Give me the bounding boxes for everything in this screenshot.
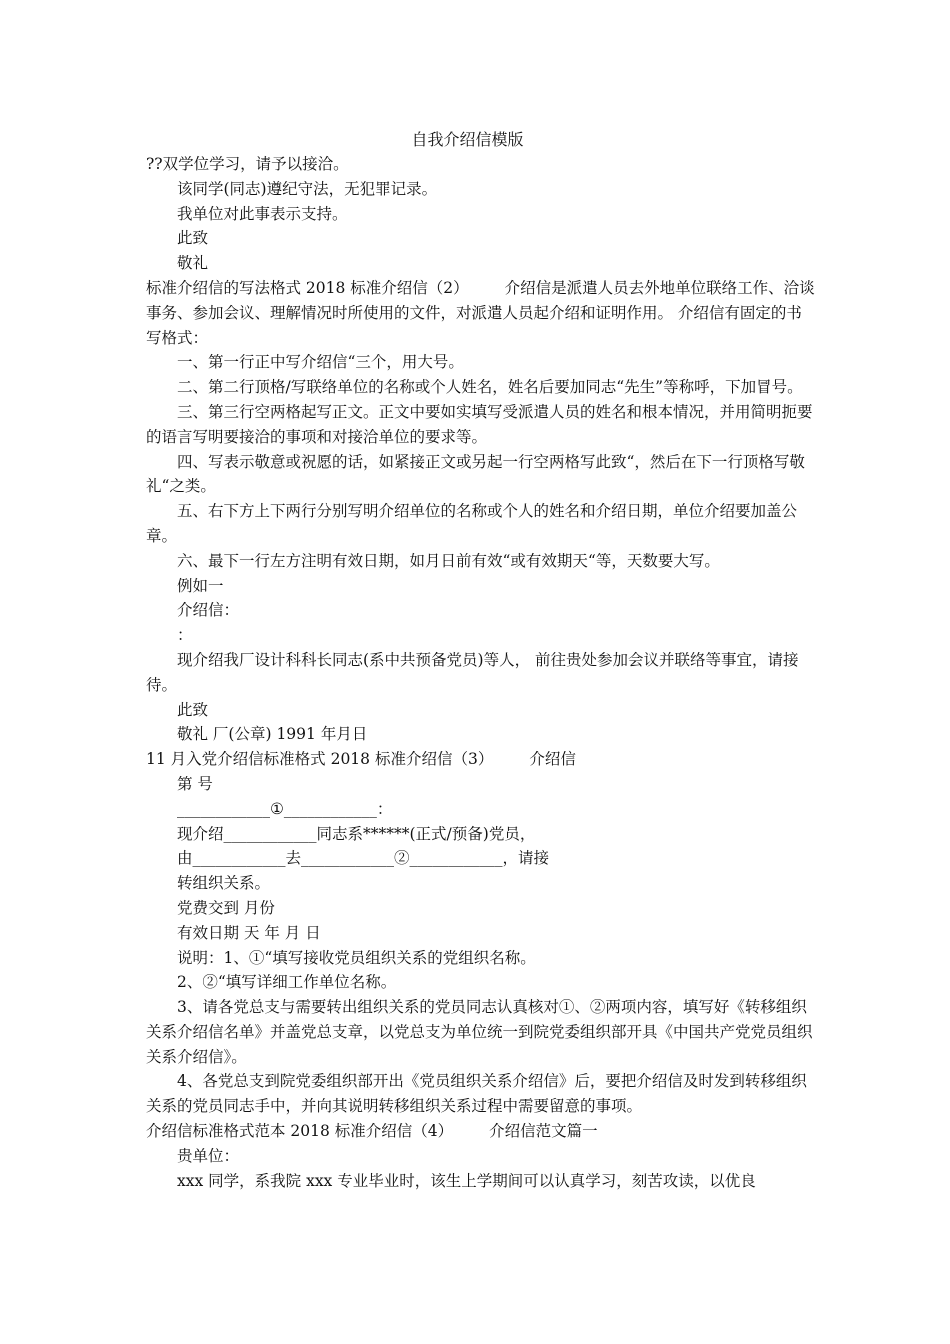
paragraph-text: 我单位对此事表示支持。 xyxy=(177,204,348,223)
paragraph xyxy=(146,822,816,847)
document-title: 自我介绍信模版 xyxy=(411,130,524,149)
paragraph xyxy=(146,921,816,946)
document-body xyxy=(146,152,816,1193)
paragraph-text: 敬礼 xyxy=(177,254,209,273)
paragraph xyxy=(146,251,816,276)
paragraph-text: 五、右下方上下两行分别写明介绍单位的名称或个人的姓名和介绍日期，单位介绍要加盖公章。 xyxy=(146,502,798,545)
paragraph-text: ??双学位学习，请予以接洽。 xyxy=(146,155,349,173)
paragraph-text: 六、最下一行左方注明有效日期，如月日前有效“或有效期天“等，天数要大写。 xyxy=(177,551,720,570)
paragraph xyxy=(146,1069,816,1119)
paragraph-text: 四、写表示敬意或祝愿的话，如紧接正文或另起一行空两格写此致“，然后在下一行顶格写敬礼“之类。 xyxy=(146,452,805,496)
paragraph-text: 一、第一行正中写介绍信“三个，用大号。 xyxy=(177,353,464,372)
paragraph-text: 有效日期 天 年 月 日 xyxy=(177,923,321,942)
paragraph xyxy=(146,177,816,202)
paragraph xyxy=(146,772,816,797)
paragraph-text: 此致 xyxy=(177,700,209,719)
paragraph xyxy=(146,202,816,227)
paragraph-text: 二、第二行顶格/写联络单位的名称或个人姓名，姓名后要加同志“先生”等称呼，下加冒号。 xyxy=(177,378,803,397)
paragraph xyxy=(146,797,816,822)
paragraph-text: 介绍信标准格式范本 2018 标准介绍信（4） xyxy=(146,1122,454,1141)
paragraph-text: 11 月入党介绍信标准格式 2018 标准介绍信（3） xyxy=(146,750,494,769)
paragraph xyxy=(146,450,816,500)
paragraph-text: 三、第三行空两格起写正文。正文中要如实填写受派遣人员的姓名和根本情况，并用简明扼要的语言写明要接洽的事项和对接洽单位的要求等。 xyxy=(146,402,813,446)
paragraph-text: 说明：1、①“填写接收党员组织关系的党组织名称。 xyxy=(177,948,536,967)
paragraph-text: 该同学(同志)遵纪守法，无犯罪记录。 xyxy=(177,179,438,198)
paragraph xyxy=(146,1169,816,1194)
paragraph xyxy=(146,1144,816,1169)
paragraph xyxy=(146,896,816,921)
paragraph-text: ： xyxy=(177,626,193,645)
paragraph-text: 介绍信： xyxy=(177,601,240,620)
paragraph-tail: 介绍信是派遣人员去外地单位联络工作、洽谈事务、参加会议、理解情况时所使用的文件，对派遣人员起介绍和证明作用。 介绍信有固定的书写格式： xyxy=(146,278,815,347)
paragraph-text: 标准介绍信的写法格式 2018 标准介绍信（2） xyxy=(146,278,469,297)
paragraph-text: 4、各党总支到院党委组织部开出《党员组织关系介绍信》后，要把介绍信及时发到转移组织关系的党员同志手中，并向其说明转移组织关系过程中需要留意的事项。 xyxy=(146,1072,807,1116)
paragraph xyxy=(146,276,816,350)
paragraph xyxy=(146,499,816,549)
paragraph-text: 转组织关系。 xyxy=(177,874,271,893)
paragraph xyxy=(146,946,816,971)
paragraph xyxy=(146,698,816,723)
paragraph xyxy=(146,623,816,648)
paragraph xyxy=(146,747,816,772)
paragraph xyxy=(146,400,816,450)
paragraph-text: 敬礼 厂(公章) 1991 年月日 xyxy=(177,725,368,744)
paragraph-text: 贵单位： xyxy=(177,1146,240,1165)
paragraph xyxy=(146,1119,816,1144)
paragraph xyxy=(146,152,816,177)
paragraph-text: 党费交到 月份 xyxy=(177,898,275,917)
paragraph-text: 现介绍____________同志系******(正式/预备)党员， xyxy=(177,824,536,843)
paragraph-text: 由____________去____________②____________，请接 xyxy=(177,849,550,868)
paragraph xyxy=(146,350,816,375)
paragraph-tail: 介绍信 xyxy=(529,750,576,769)
paragraph-text: 2、②“填写详细工作单位名称。 xyxy=(177,973,397,992)
paragraph-text: 此致 xyxy=(177,229,209,248)
paragraph xyxy=(146,995,816,1069)
paragraph xyxy=(146,846,816,871)
paragraph xyxy=(146,722,816,747)
paragraph xyxy=(146,871,816,896)
paragraph xyxy=(146,648,816,698)
paragraph xyxy=(146,574,816,599)
paragraph-text: ____________①____________： xyxy=(177,799,393,818)
paragraph-tail: 介绍信范文篇一 xyxy=(489,1122,598,1141)
paragraph-text: 例如一 xyxy=(177,576,224,595)
paragraph-text: xxx 同学，系我院 xxx 专业毕业时，该生上学期间可以认真学习，刻苦攻读，以优良 xyxy=(177,1171,756,1190)
paragraph xyxy=(146,375,816,400)
paragraph xyxy=(146,598,816,623)
paragraph-text: 3、请各党总支与需要转出组织关系的党员同志认真核对①、②两项内容，填写好《转移组织关系介绍信名单》并盖党总支章，以党总支为单位统一到院党委组织部开具《中国共产党党员组织关系介绍信》。 xyxy=(146,998,813,1066)
paragraph xyxy=(146,226,816,251)
paragraph xyxy=(146,549,816,574)
paragraph xyxy=(146,970,816,995)
paragraph-text: 现介绍我厂设计科科长同志(系中共预备党员)等人， 前往贵处参加会议并联络等事宜，请接待。 xyxy=(146,650,799,694)
paragraph-text: 第 号 xyxy=(177,774,213,793)
